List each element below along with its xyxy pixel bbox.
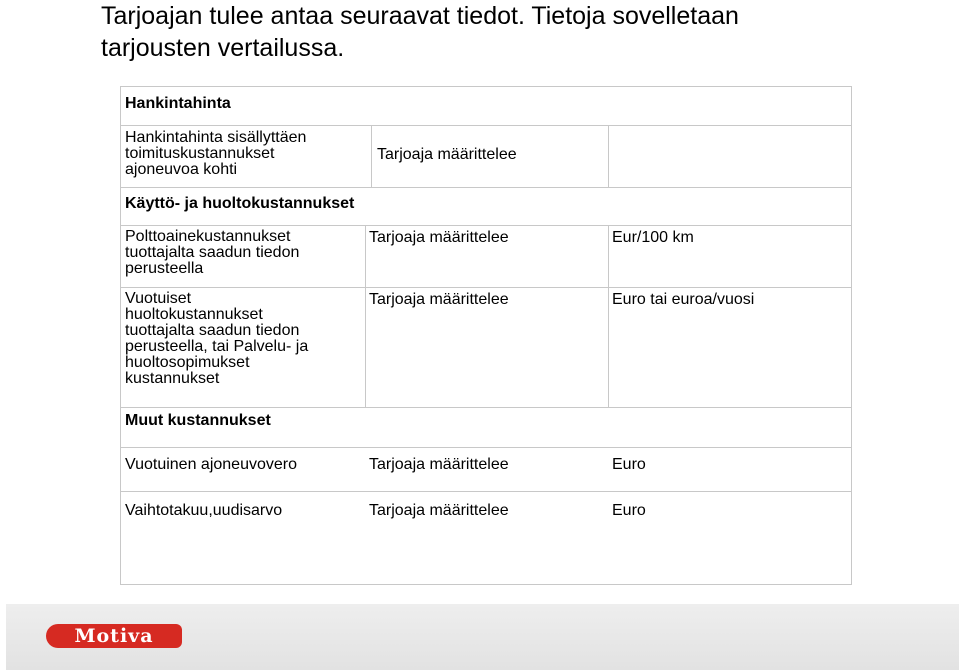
grid-line xyxy=(371,125,372,187)
section-heading-muut-kustannukset: Muut kustannukset xyxy=(125,412,271,429)
row-unit: Euro xyxy=(612,456,646,473)
row-value: Tarjoaja määrittelee xyxy=(369,456,509,473)
row-label: Vuotuinen ajoneuvovero xyxy=(125,456,297,473)
row-value: Tarjoaja määrittelee xyxy=(369,291,509,308)
footer-bar xyxy=(6,604,959,670)
motiva-logo: Motiva xyxy=(46,624,182,648)
row-label: Vaihtotakuu,uudisarvo xyxy=(125,502,283,519)
grid-line xyxy=(121,125,851,126)
grid-line xyxy=(121,447,851,448)
row-label-line: huoltokustannukset xyxy=(125,306,263,323)
slide-title xyxy=(101,0,921,64)
requirements-table xyxy=(120,86,852,585)
grid-line xyxy=(121,187,851,188)
grid-line xyxy=(608,225,609,407)
row-label-line: Hankintahinta sisällyttäen xyxy=(125,129,307,146)
row-value: Tarjoaja määrittelee xyxy=(369,229,509,246)
section-heading-hankintahinta: Hankintahinta xyxy=(125,95,231,112)
row-unit: Euro tai euroa/vuosi xyxy=(612,291,755,308)
row-label-line: tuottajalta saadun tiedon xyxy=(125,322,300,339)
slide-title-line-1: Tarjoajan tulee antaa seuraavat tiedot. Tietoja sovelletaan xyxy=(101,2,739,30)
grid-line xyxy=(121,225,851,226)
grid-line xyxy=(121,407,851,408)
grid-line xyxy=(121,287,851,288)
grid-line xyxy=(121,491,851,492)
row-label-line: perusteella xyxy=(125,260,204,277)
row-label-line: tuottajalta saadun tiedon xyxy=(125,244,300,261)
slide-title-line-2: tarjousten vertailussa. xyxy=(101,34,345,62)
row-label-line: perusteella, tai Palvelu- ja xyxy=(125,338,309,355)
row-value: Tarjoaja määrittelee xyxy=(377,146,517,163)
row-label-line: toimituskustannukset xyxy=(125,145,275,162)
row-label-line: ajoneuvoa kohti xyxy=(125,161,238,178)
row-label-line: Vuotuiset xyxy=(125,290,192,307)
row-unit: Eur/100 km xyxy=(612,229,694,246)
row-label-line: Polttoainekustannukset xyxy=(125,228,291,245)
row-value: Tarjoaja määrittelee xyxy=(369,502,509,519)
section-heading-kaytto-ja-huolto: Käyttö- ja huoltokustannukset xyxy=(125,195,355,212)
row-label-line: kustannukset xyxy=(125,370,220,387)
row-label-line: huoltosopimukset xyxy=(125,354,250,371)
row-unit: Euro xyxy=(612,502,646,519)
grid-line xyxy=(608,125,609,187)
grid-line xyxy=(365,225,366,407)
